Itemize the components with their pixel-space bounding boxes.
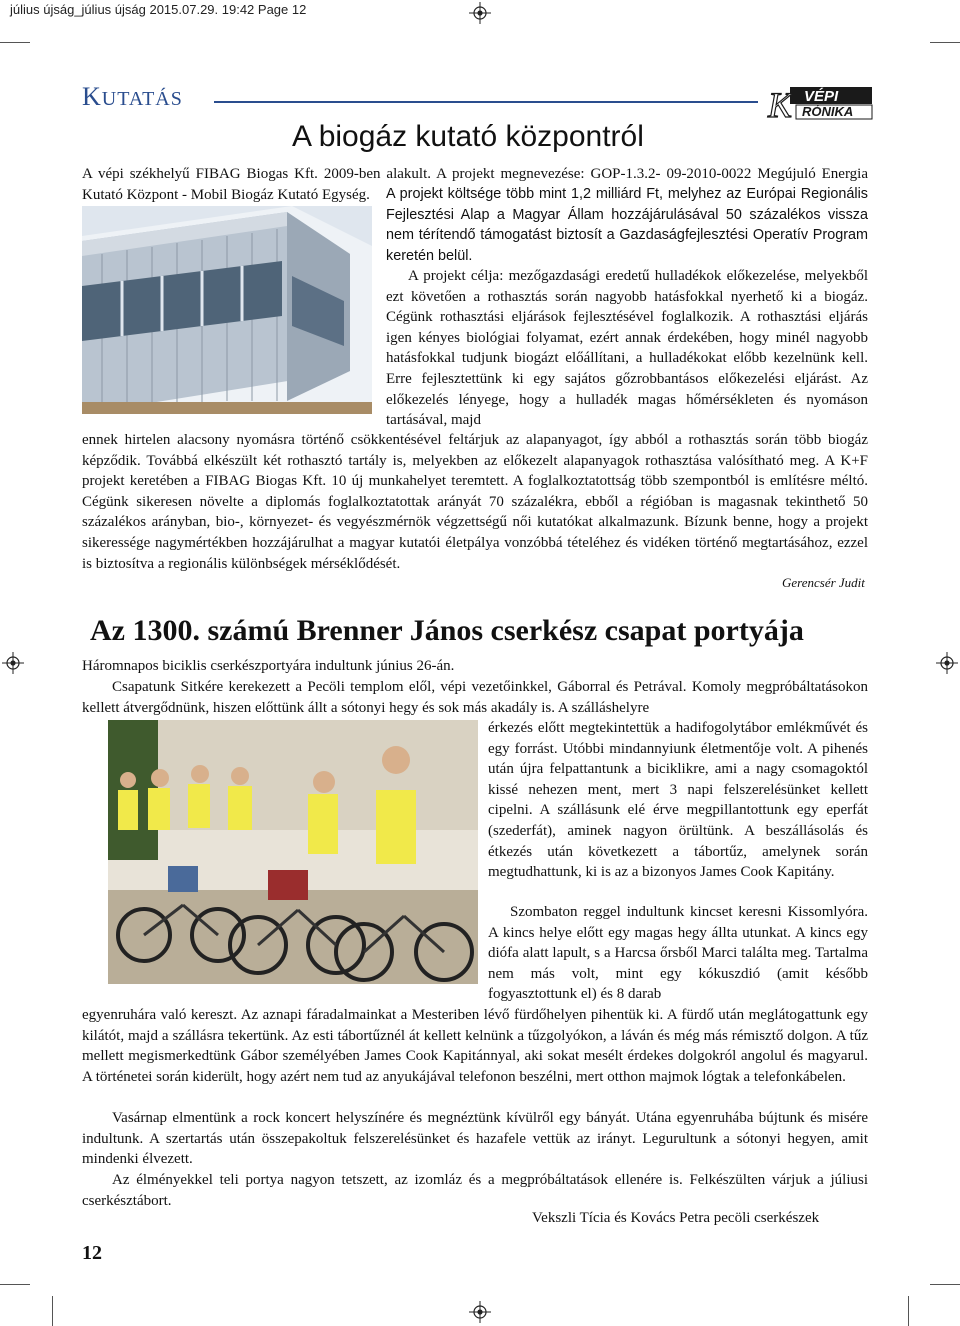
article-paragraph: Vasárnap elmentünk a rock koncert helyszínére és megnéztünk kívülről egy bányát. Utána egyenruhába bújtunk és misére indultunk. A szertartás után összepakoltuk felszerelésünket és hazafele vettük az irányt. Legurultunk a sótonyi hegyen, amit mindenki élvezett. <box>82 1110 868 1168</box>
article-signature: Vekszli Tícia és Kovács Petra pecöli cserkészek <box>532 1210 820 1226</box>
registration-mark-icon <box>469 1301 491 1323</box>
crop-mark <box>52 1296 53 1326</box>
article-paragraph-wrapped: érkezés előtt megtekintettük a hadifogolytábor emlékművét és egy forrást. Utóbbi mindannyiunk életmentője volt. A pihenés után újra felpattantunk a biciklikre, ami a nagy csomagoktól kissé nehezen ment, mert 3 napi felszerelésünket kellett cipelni. A szállásunk elé érve megpillantottunk egy eperfát (szederfát), aminek nagyon örültünk. A beszállásolás és étkezés után következett a tábortűz, amelynek során megtudhattunk, ki is az a bizonyos James Cook Kapitány. <box>488 720 868 881</box>
svg-text:K: K <box>768 85 793 122</box>
section-title <box>82 82 183 112</box>
page-number: 12 <box>82 1242 102 1264</box>
biogas-building-photo <box>82 206 372 414</box>
article-intro: A vépi székhelyű FIBAG Biogas Kft. 2009-ben alakult. A projekt megnevezése: GOP-1.3.2- 09-2010-0022 Megújuló Energia Kutató Központ - Mobil Biogáz Kutató Egység. <box>82 166 868 203</box>
article-goal-paragraph-continued: ennek hirtelen alacsony nyomásra történő csökkentésével feltárjuk az alapanyagot, így abból a rothasztás során több biogáz képződik. Továbbá elkészült két rothasztó tartály is, melyekben az előkezelt alapanyagok rothasztása valósítható meg. A K+F projekt keretében a FIBAG Biogas Kft. 10 új munkahelyet teremtett. A foglalkoztatottság több szempontból is említésre méltó. Cégünk sikeresen növelte a diplomás foglalkoztatottak arányát 70 százalékra, ebből a régióban is magasnak tekinthető 50 százalékos arányban, bio-, környezet- és vegyészmérnök végzettségű női kutatókat alkalmazunk. Bízunk benne, hogy a projekt sikeressége nagymértékben hozzájárulhat a magyar kutatói életpálya vonzóbbá tételéhez és vidéken történő megtartásához, ezzel is biztosítva a regionális különbségek mérséklődését. <box>82 432 868 572</box>
article-paragraph-continued: egyenruhára való kereszt. Az aznapi fáradalmainkat a Mesteriben lévő fürdőhelyen pihentük ki. A fürdő után meglátogattunk egy kilátót, majd a szállásra tekertünk. Az esti tábortűznél át kellett kelnünk a tűzgolyókon, a láván és még más rémisztő dolgon. A tűz mellett megismerkedtünk Gábor személyében James Cook Kapitánnyal, aki sokat mesélt érdekes dolgokról angolul és magyarul. A történetei során kiderült, hogy azért nem tud az anyukájával telefonon beszélni, mert otthon majmok lógtak a telefonkábelen. <box>82 1007 868 1085</box>
crop-mark <box>0 42 30 43</box>
article-title: A biogáz kutató központról <box>292 120 644 153</box>
svg-text:VÉPI: VÉPI <box>804 88 839 105</box>
registration-mark-icon <box>2 652 24 674</box>
article-cost-paragraph: A projekt költsége több mint 1,2 milliárd Ft, melyhez az Európai Regionális Fejlesztési Alap a Magyar Állam hozzájárulásával 50 százalékos vissza nem térítendő támogatást biztosít a Gazdaságfejlesztési Operatív Program keretén belül. <box>386 186 868 264</box>
crop-mark <box>930 42 960 43</box>
registration-mark-icon <box>469 2 491 24</box>
article-paragraph-wrapped: Szombaton reggel indultunk kincset keresni Kissomlyóra. A kincs helye előtt egy magas hegy állta utunkat. A kincs egy diófa alatt lapult, s a Harcsa őrsből Marci találta meg. Tartalma nem más volt, mint egy kókuszdió (amit később fogyasztottunk el) és 8 darab <box>488 904 868 1003</box>
article-paragraph: Csapatunk Sitkére kerekezett a Pecöli templom elől, vépi vezetőinkkel, Gáborral és Petrával. Komoly megpróbáltatásokon kellett átvergődnünk, hiszen előttünk állt a sótonyi hegy és sok más akadály is. A szálláshelyre <box>82 679 868 716</box>
svg-text:RÓNIKA: RÓNIKA <box>802 104 854 119</box>
article-lead: Háromnapos biciklis cserkészportyára indultunk június 26-án. <box>82 658 455 674</box>
registration-mark-icon <box>936 652 958 674</box>
section-rule <box>214 101 758 103</box>
article-title: Az 1300. számú Brenner János cserkész csapat portyája <box>90 614 804 647</box>
article-goal-paragraph: A projekt célja: mezőgazdasági eredetű hulladékok előkezelése, melyekből ezt követően a rothasztás során nagyobb hatásfokkal nyerhető ki a biogáz. Cégünk rothasztási eljárások fejlesztésével foglalkozik. A rothasztási eljárás igen kényes biológiai folyamat, ezért annak érdekében, hogy minél nagyobb hatásfokkal tudjunk biogázt előállítani, a hulladékokat előbb kezelnünk kell. Erre fejlesztettünk ki egy sajátos gőzrobbantásos előkezelési eljárást. Az előkezelés lényege, hogy a hulladék magas hőmérsékleten és nyomáson tartásával, majd <box>386 268 868 429</box>
crop-mark <box>0 1284 30 1285</box>
crop-mark <box>930 1284 960 1285</box>
print-slug: július újság_július újság 2015.07.29. 19:42 Page 12 <box>10 2 307 17</box>
crop-mark <box>908 1296 909 1326</box>
vepi-kronika-logo <box>766 84 874 122</box>
article-byline: Gerencsér Judit <box>782 575 865 590</box>
section-rest: UTATÁS <box>101 88 183 110</box>
section-initial: K <box>82 82 102 111</box>
article-paragraph: Az élményekkel teli portya nagyon tetszett, az izomláz és a megpróbáltatások ellenére is. Felkészülten várjuk a júliusi cserkésztábort. <box>82 1172 868 1209</box>
scouts-bicycle-photo <box>108 720 478 984</box>
